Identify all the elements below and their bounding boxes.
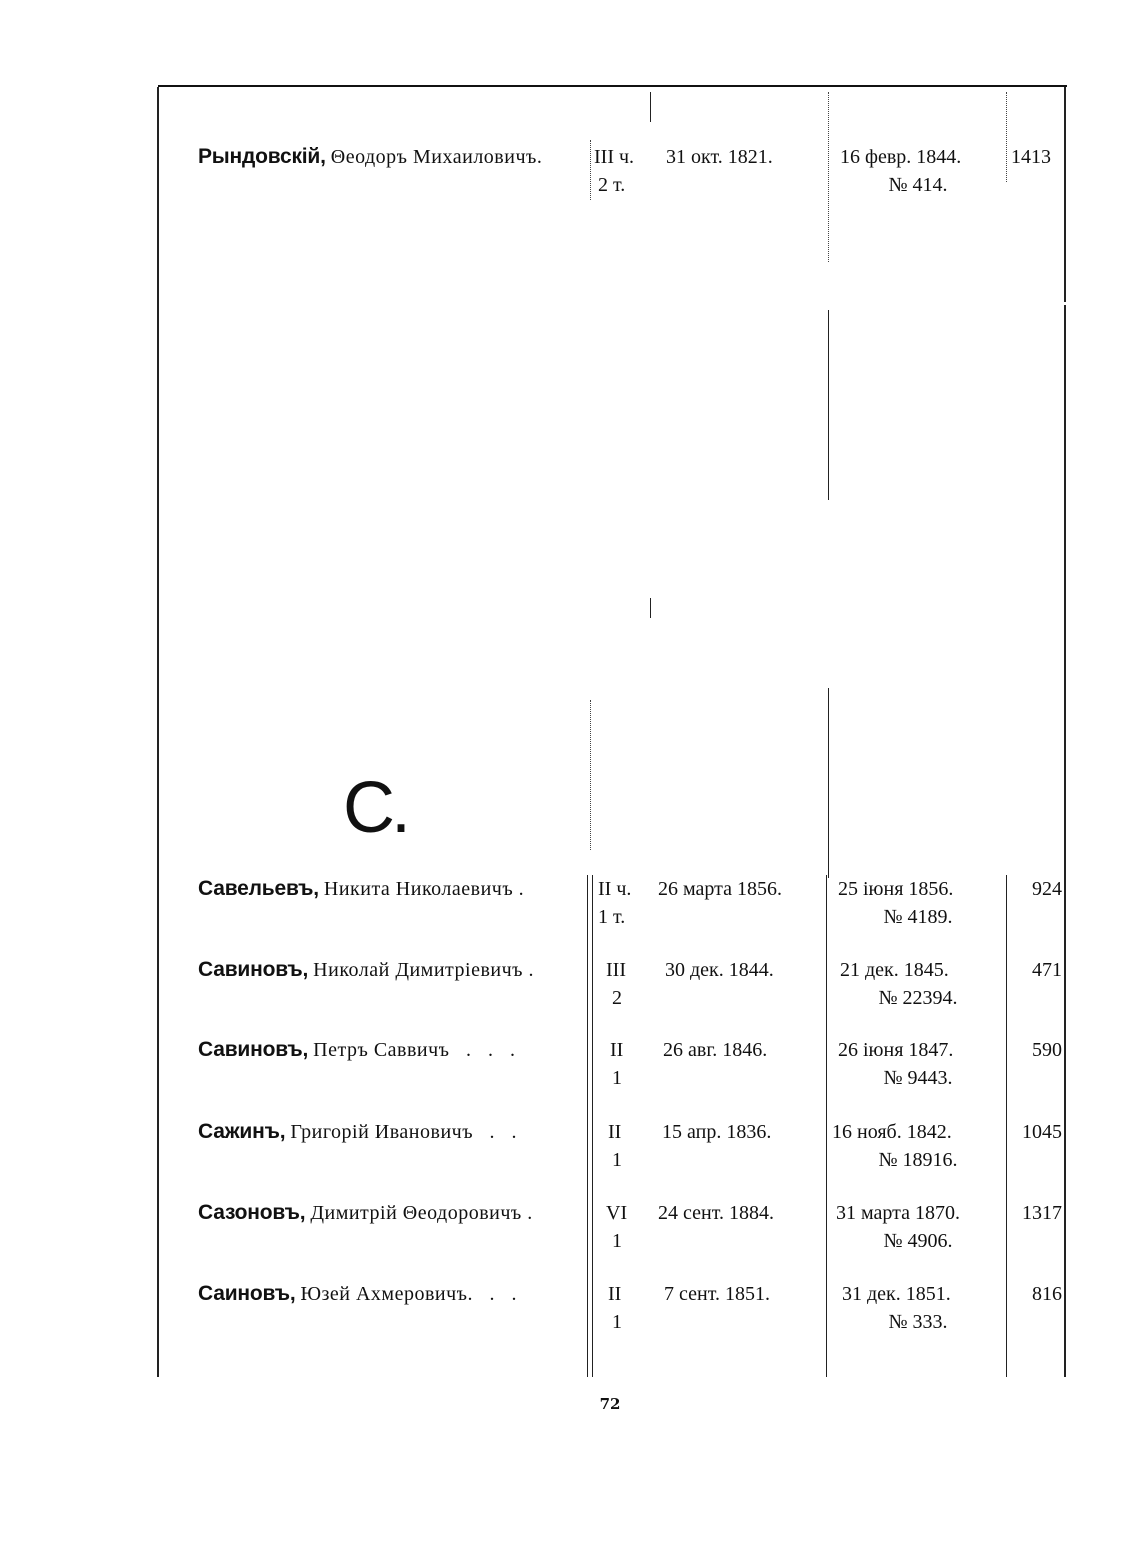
col-sep-rank-top: [590, 140, 591, 200]
entry-number: 816: [1032, 1283, 1062, 1305]
entry-number: 924: [1032, 878, 1062, 900]
entry-date-2: 31 дек. 1851.: [842, 1283, 951, 1305]
entry-date-2: 31 марта 1870.: [836, 1202, 960, 1224]
col-sep-num: [1006, 875, 1007, 1377]
col-sep-date2-mid: [828, 310, 829, 500]
entry-rank: II: [608, 1283, 622, 1305]
entry-surname: Савельевъ,: [198, 877, 319, 900]
entry-rank: VI: [606, 1202, 628, 1224]
right-border-lower: [1064, 305, 1066, 1377]
entry-given-name: Григорій Ивановичъ . .: [290, 1121, 518, 1143]
entry-doc-number: № 18916.: [878, 1149, 958, 1171]
section-letter: С.: [343, 768, 407, 848]
entry-doc-number: № 9443.: [883, 1067, 953, 1089]
entry-surname: Рындовскій,: [198, 145, 326, 168]
col-sep-num-top: [1006, 92, 1007, 182]
col-sep-date2-top: [828, 92, 829, 262]
entry-doc-number: № 4906.: [883, 1230, 953, 1252]
entry-given-name: Петръ Саввичъ . . .: [313, 1039, 516, 1061]
entry-doc-number: № 333.: [888, 1311, 948, 1333]
entry-rank-sub: 1: [612, 1311, 622, 1333]
entry-name: [198, 1036, 516, 1064]
entry-surname: Сазоновъ,: [198, 1201, 306, 1224]
entry-rank-sub: 1: [612, 1067, 622, 1089]
entry-number: 590: [1032, 1039, 1062, 1061]
col-sep-date1-mark: [650, 598, 651, 618]
entry-rank: II ч.: [598, 878, 632, 900]
left-border: [157, 87, 159, 1377]
entry-date-2: 21 дек. 1845.: [840, 959, 949, 981]
col-sep-date2-lower: [828, 688, 829, 878]
entry-name: [198, 1280, 517, 1308]
entry-date-1: 24 сент. 1884.: [658, 1202, 774, 1224]
entry-name: [198, 956, 534, 984]
entry-given-name: Θеодоръ Михаиловичъ.: [330, 146, 543, 168]
entry-given-name: Димитрій Θеодоровичъ .: [310, 1202, 533, 1224]
entry-date-1: 26 марта 1856.: [658, 878, 782, 900]
entry-date-1: 15 апр. 1836.: [662, 1121, 772, 1143]
col-sep-date2: [826, 875, 827, 1377]
entry-rank: III ч.: [594, 146, 635, 168]
entry-doc-number: № 22394.: [878, 987, 958, 1009]
entry-rank-sub: 1: [612, 1230, 622, 1252]
entry-number: 1413: [1011, 146, 1051, 168]
entry-date-2: 25 іюня 1856.: [838, 878, 954, 900]
entry-surname: Саиновъ,: [198, 1282, 296, 1305]
entry-rank-sub: 1 т.: [598, 906, 626, 928]
entry-number: 1045: [1022, 1121, 1062, 1143]
entry-date-1: 7 сент. 1851.: [664, 1283, 770, 1305]
entry-name: [198, 143, 542, 171]
entry-doc-number: № 4189.: [883, 906, 953, 928]
entry-rank-sub: 1: [612, 1149, 622, 1171]
top-rule: [158, 85, 1067, 87]
entry-name: [198, 1118, 517, 1146]
col-sep-rank-lower-faint: [590, 700, 591, 850]
entry-date-2: 16 февр. 1844.: [840, 146, 962, 168]
entry-rank-sub: 2 т.: [598, 174, 626, 196]
entry-name: [198, 1199, 533, 1227]
entry-name: [198, 875, 524, 903]
entry-rank: II: [608, 1121, 622, 1143]
entry-number: 1317: [1022, 1202, 1062, 1224]
entry-rank: II: [610, 1039, 624, 1061]
entry-date-2: 16 нояб. 1842.: [832, 1121, 952, 1143]
entry-rank-sub: 2: [612, 987, 622, 1009]
col-sep-date1-top: [650, 92, 651, 122]
entry-date-2: 26 іюня 1847.: [838, 1039, 954, 1061]
entry-surname: Савиновъ,: [198, 1038, 309, 1061]
col-sep-rank-b: [592, 875, 593, 1377]
col-sep-rank-a: [587, 875, 588, 1377]
entry-given-name: Юзей Ахмеровичъ. . .: [300, 1283, 518, 1305]
entry-given-name: Никита Николаевичъ .: [323, 878, 525, 900]
entry-date-1: 31 окт. 1821.: [666, 146, 773, 168]
entry-doc-number: № 414.: [888, 174, 948, 196]
entry-surname: Савиновъ,: [198, 958, 309, 981]
entry-given-name: Николай Димитріевичъ .: [313, 959, 534, 981]
page-number: 72: [599, 1395, 621, 1413]
entry-number: 471: [1032, 959, 1062, 981]
entry-date-1: 26 авг. 1846.: [663, 1039, 768, 1061]
right-border: [1064, 87, 1066, 302]
entry-surname: Сажинъ,: [198, 1120, 286, 1143]
entry-date-1: 30 дек. 1844.: [665, 959, 774, 981]
entry-rank: III: [606, 959, 626, 981]
